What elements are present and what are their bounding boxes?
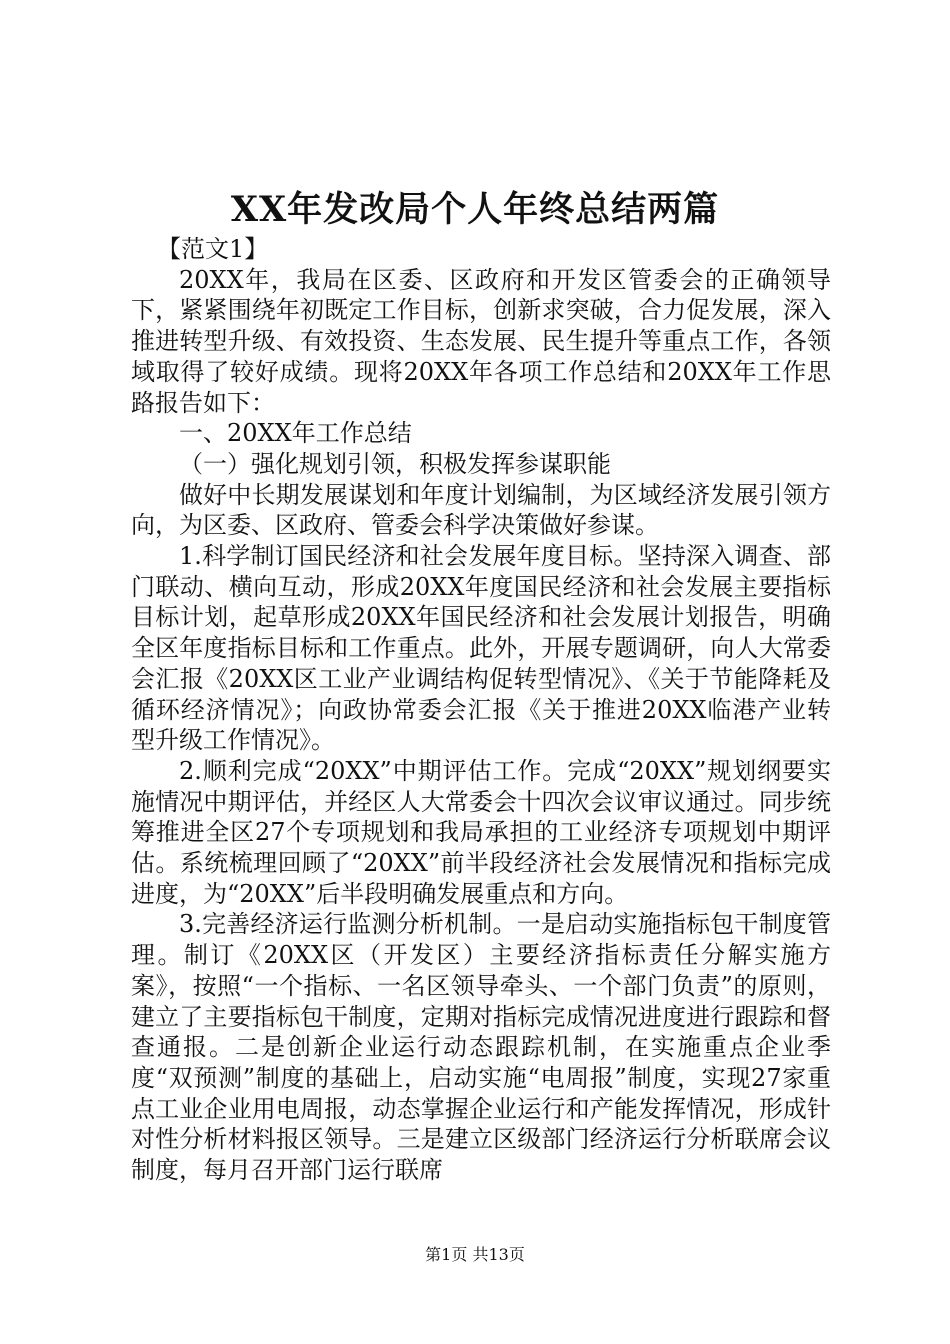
document-body bbox=[131, 234, 831, 1186]
sample-label: 【范文1】 bbox=[157, 235, 269, 263]
subsection-heading: （一）强化规划引领，积极发挥参谋职能 bbox=[179, 449, 611, 478]
page-number: 第1页 bbox=[425, 1245, 468, 1264]
body-paragraph: 做好中长期发展谋划和年度计划编制，为区域经济发展引领方向，为区委、区政府、管委会科学决策做好参谋。 bbox=[131, 480, 831, 540]
page-footer bbox=[0, 1244, 950, 1266]
page-total: 共13页 bbox=[472, 1245, 525, 1264]
section-heading: 一、20XX年工作总结 bbox=[179, 419, 412, 448]
document-title: XX年发改局个人年终总结两篇 bbox=[230, 189, 720, 230]
body-paragraph: 1.科学制订国民经济和社会发展年度目标。坚持深入调查、部门联动、横向互动，形成20XX年度国民经济和社会发展主要指标目标计划，起草形成20XX年国民经济和社会发展计划报告，明确全区年度指标目标和工作重点。此外，开展专题调研，向人大常委会汇报《20XX区工业产业调结构促转型情况》、《关于节能降耗及循环经济情况》；向政协常委会汇报《关于推进20XX临港产业转型升级工作情况》。 bbox=[131, 542, 831, 755]
body-paragraph: 2.顺利完成“20XX”中期评估工作。完成“20XX”规划纲要实施情况中期评估，并经区人大常委会十四次会议审议通过。同步统筹推进全区27个专项规划和我局承担的工业经济专项规划中期评估。系统梳理回顾了“20XX”前半段经济社会发展情况和指标完成进度，为“20XX”后半段明确发展重点和方向。 bbox=[131, 756, 831, 908]
intro-paragraph: 20XX年，我局在区委、区政府和开发区管委会的正确领导下，紧紧围绕年初既定工作目标，创新求突破，合力促发展，深入推进转型升级、有效投资、生态发展、民生提升等重点工作，各领域取得了较好成绩。现将20XX年各项工作总结和20XX年工作思路报告如下： bbox=[131, 265, 831, 417]
body-paragraph: 3.完善经济运行监测分析机制。一是启动实施指标包干制度管理。制订《20XX区（开发区）主要经济指标责任分解实施方案》，按照“一个指标、一名区领导牵头、一个部门负责”的原则，建立了主要指标包干制度，定期对指标完成情况进度进行跟踪和督查通报。二是创新企业运行动态跟踪机制，在实施重点企业季度“双预测”制度的基础上，启动实施“电周报”制度，实现27家重点工业企业用电周报，动态掌握企业运行和产能发挥情况，形成针对性分析材料报区领导。三是建立区级部门经济运行分析联席会议制度，每月召开部门运行联席 bbox=[131, 910, 831, 1185]
